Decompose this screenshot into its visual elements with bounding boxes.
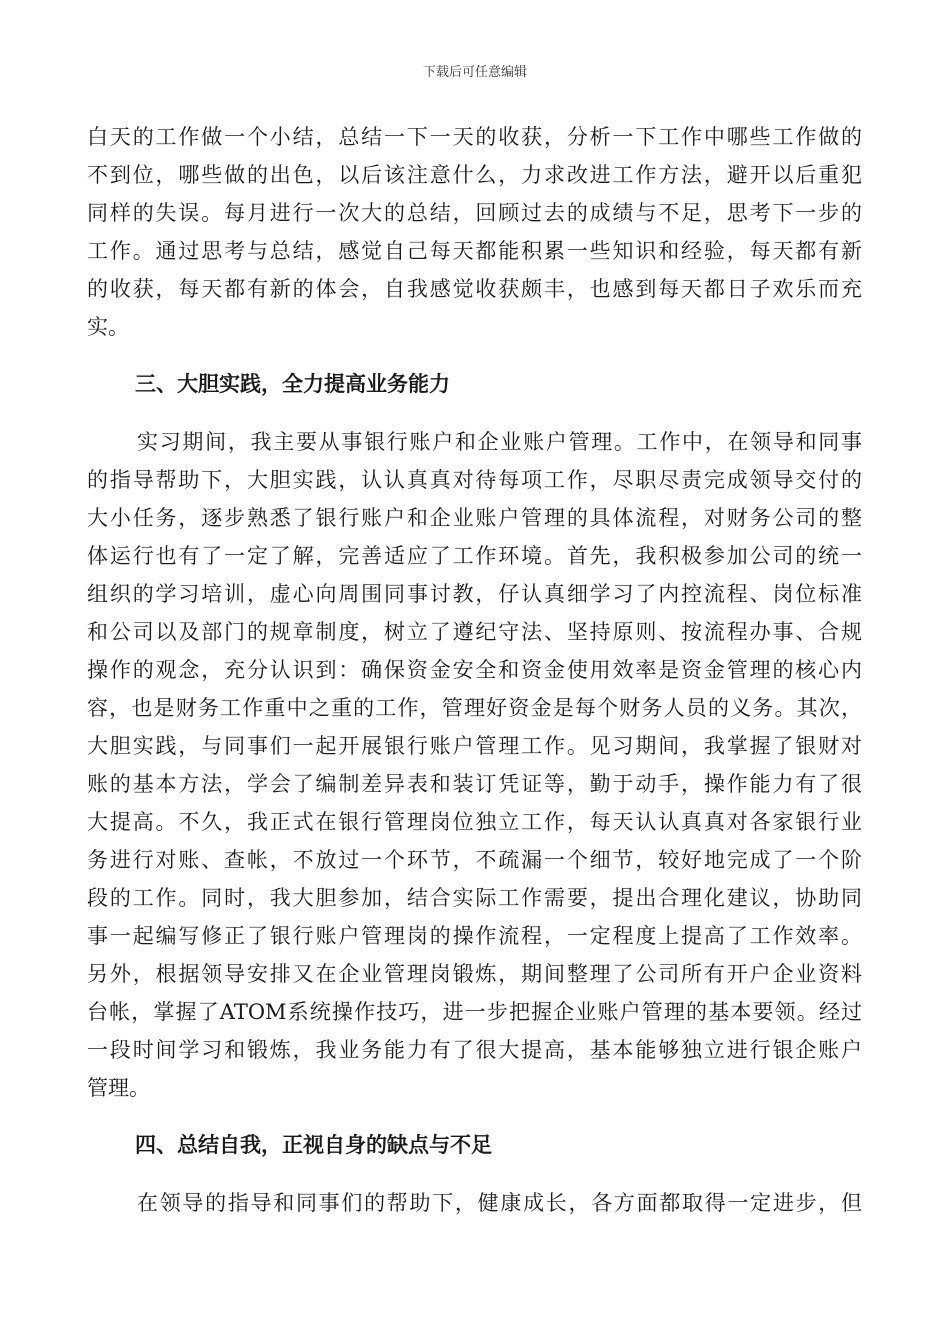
paragraph-line: 大小任务，逐步熟悉了银行账户和企业账户管理的具体流程，对财务公司的整	[87, 506, 862, 530]
paragraph-line: 实习期间，我主要从事银行账户和企业账户管理。工作中，在领导和同事	[137, 430, 862, 454]
paragraph-line: 另外，根据领导安排又在企业管理岗锻炼，期间整理了公司所有开户企业资料	[87, 962, 862, 986]
paragraph-line: 段的工作。同时，我大胆参加，结合实际工作需要，提出合理化建议，协助同	[87, 886, 862, 910]
paragraph-line: 体运行也有了一定了解，完善适应了工作环境。首先，我积极参加公司的统一	[87, 544, 862, 568]
section-heading: 四、总结自我，正视自身的缺点与不足	[135, 1133, 492, 1157]
paragraph-line: 白天的工作做一个小结，总结一下一天的收获，分析一下工作中哪些工作做的	[87, 125, 862, 149]
paragraph-line: 的指导帮助下，大胆实践，认认真真对待每项工作，尽职尽责完成领导交付的	[87, 468, 862, 492]
paragraph-line: 在领导的指导和同事们的帮助下，健康成长，各方面都取得一定进步，但	[137, 1191, 862, 1215]
paragraph-line: 事一起编写修正了银行账户管理岗的操作流程，一定程度上提高了工作效率。	[87, 924, 862, 948]
paragraph-line: 不到位，哪些做的出色，以后该注意什么，力求改进工作方法，避开以后重犯	[87, 163, 862, 187]
paragraph-line: 和公司以及部门的规章制度，树立了遵纪守法、坚持原则、按流程办事、合规	[87, 620, 862, 644]
paragraph-line: 组织的学习培训，虚心向周围同事讨教，仔认真细学习了内控流程、岗位标准	[87, 582, 862, 606]
paragraph-line: 账的基本方法，学会了编制差异表和装订凭证等，勤于动手，操作能力有了很	[87, 772, 862, 796]
section-heading: 三、大胆实践，全力提高业务能力	[135, 372, 450, 396]
running-header: 下载后可任意编辑	[422, 65, 527, 80]
paragraph-line: 工作。通过思考与总结，感觉自己每天都能积累一些知识和经验，每天都有新	[87, 239, 862, 263]
paragraph-line: 一段时间学习和锻炼，我业务能力有了很大提高，基本能够独立进行银企账户	[87, 1038, 862, 1062]
paragraph-line: 大提高。不久，我正式在银行管理岗位独立工作，每天认认真真对各家银行业	[87, 810, 862, 834]
paragraph-line: 务进行对账、查帐，不放过一个环节，不疏漏一个细节，较好地完成了一个阶	[87, 848, 862, 872]
paragraph-line: 台帐，掌握了ATOM系统操作技巧，进一步把握企业账户管理的基本要领。经过	[87, 1000, 862, 1024]
paragraph-line: 操作的观念，充分认识到：确保资金安全和资金使用效率是资金管理的核心内	[87, 658, 862, 682]
paragraph-line: 管理。	[87, 1076, 150, 1100]
paragraph-line: 实。	[87, 315, 129, 339]
paragraph-line: 的收获，每天都有新的体会，自我感觉收获颇丰，也感到每天都日子欢乐而充	[87, 277, 862, 301]
paragraph-line: 同样的失误。每月进行一次大的总结，回顾过去的成绩与不足，思考下一步的	[87, 201, 862, 225]
paragraph-line: 容，也是财务工作重中之重的工作，管理好资金是每个财务人员的义务。其次，	[87, 696, 862, 720]
paragraph-line: 大胆实践，与同事们一起开展银行账户管理工作。见习期间，我掌握了银财对	[87, 734, 862, 758]
